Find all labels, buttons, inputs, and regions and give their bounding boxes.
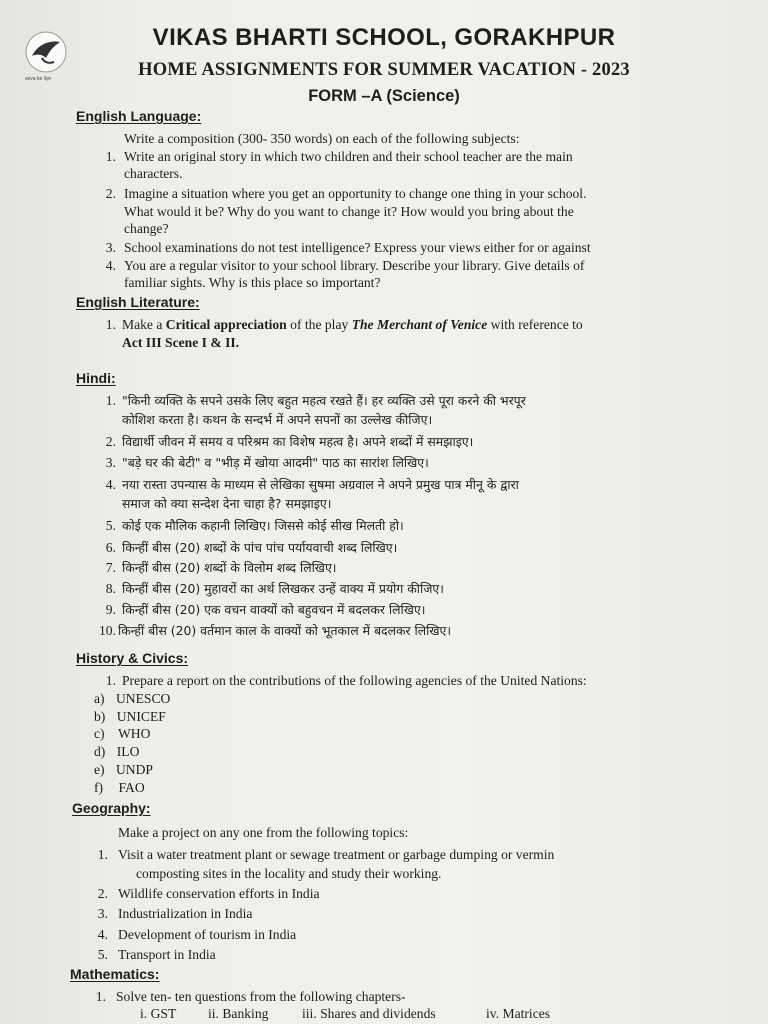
item-number: 2. — [105, 434, 116, 449]
item-text: School examinations do not test intelligence? Express your views either for or against — [124, 240, 591, 255]
geography-heading: Geography: — [72, 800, 151, 816]
item-text: किन्हीं बीस (20) एक वचन वाक्यों को बहुवचन में बदलकर लिखिए। — [122, 602, 426, 617]
item-number: 1. — [95, 989, 106, 1004]
mathematics-heading: Mathematics: — [70, 966, 160, 982]
logo-caption: seva ke liye — [25, 76, 52, 82]
item-text: Make a Critical appreciation of the play The Merchant of Venice with reference to — [122, 317, 583, 332]
item-number: 5. — [105, 518, 116, 533]
item-text: "किनी व्यक्ति के सपने उसके लिए बहुत महत्व रखते हैं। हर व्यक्ति उसे पूरा करने की भरपूर — [122, 393, 526, 408]
item-text: Write an original story in which two children and their school teacher are the main — [124, 149, 573, 164]
item-number: 10. — [99, 623, 116, 638]
history-civics-heading: History & Civics: — [76, 650, 189, 666]
item-text: Wildlife conservation efforts in India — [118, 886, 320, 901]
item-text: Development of tourism in India — [118, 927, 297, 942]
item-number: 1. — [105, 149, 116, 164]
item-number: 1. — [97, 847, 108, 862]
item-number: 4. — [105, 477, 116, 492]
item-text: Imagine a situation where you get an opportunity to change one thing in your school. — [124, 186, 587, 201]
item-text: किन्हीं बीस (20) शब्दों के विलोम शब्द लिखिए। — [122, 560, 337, 575]
chapter-item: ii. Banking — [208, 1006, 269, 1021]
english-language-intro: Write a composition (300- 350 words) on each of the following subjects: — [124, 131, 520, 146]
item-number: 8. — [105, 581, 116, 596]
item-number: 9. — [105, 602, 116, 617]
form-label: FORM –A (Science) — [308, 87, 460, 105]
item-text: Act III Scene I & II. — [122, 335, 240, 350]
item-text: समाज को क्या सन्देश देना चाहा है? समझाइए। — [122, 496, 332, 511]
item-text: characters. — [124, 166, 183, 181]
item-text: Transport in India — [118, 947, 216, 962]
item-text: familiar sights. Why is this place so important? — [124, 275, 381, 290]
agency-item: f) FAO — [94, 780, 145, 795]
chapter-item: iii. Shares and dividends — [302, 1006, 436, 1021]
item-number: 3. — [105, 240, 116, 255]
agency-item: e) UNDP — [94, 762, 153, 777]
item-text: किन्हीं बीस (20) शब्दों के पांच पांच पर्यायवाची शब्द लिखिए। — [122, 540, 398, 555]
item-text: कोई एक मौलिक कहानी लिखिए। जिससे कोई सीख मिलती हो। — [122, 518, 404, 533]
school-name: VIKAS BHARTI SCHOOL, GORAKHPUR — [152, 24, 616, 51]
item-number: 5. — [97, 947, 108, 962]
item-text: कोशिश करता है। कथन के सन्दर्भ में अपने सपनों का उल्लेख कीजिए। — [122, 412, 433, 427]
item-number: 1. — [105, 673, 116, 688]
item-text: You are a regular visitor to your school library. Describe your library. Give details of — [124, 258, 585, 273]
item-text: Solve ten- ten questions from the following chapters- — [116, 989, 406, 1004]
item-number: 6. — [105, 540, 116, 555]
agency-item: d) ILO — [94, 744, 140, 759]
item-text: change? — [124, 221, 169, 236]
item-number: 4. — [105, 258, 116, 273]
chapter-item: i. GST — [140, 1006, 177, 1021]
item-text: Prepare a report on the contributions of the following agencies of the United Nations: — [122, 673, 587, 688]
chapter-item: iv. Matrices — [486, 1006, 551, 1021]
agency-item: c) WHO — [94, 726, 151, 741]
item-text: विद्यार्थी जीवन में समय व परिश्रम का विशेष महत्व है। अपने शब्दों में समझाइए। — [122, 434, 474, 449]
item-number: 1. — [105, 317, 116, 332]
item-number: 3. — [105, 455, 116, 470]
item-text: Visit a water treatment plant or sewage treatment or garbage dumping or vermin — [118, 847, 555, 862]
item-number: 4. — [97, 927, 108, 942]
english-language-heading: English Language: — [76, 108, 202, 124]
item-number: 2. — [97, 886, 108, 901]
item-number: 3. — [97, 906, 108, 921]
item-text: Industrialization in India — [118, 906, 253, 921]
item-text: What would it be? Why do you want to change it? How would you bring about the — [124, 204, 574, 219]
english-literature-heading: English Literature: — [76, 294, 200, 310]
assignment-title: HOME ASSIGNMENTS FOR SUMMER VACATION - 2023 — [138, 60, 630, 80]
agency-item: a) UNESCO — [94, 691, 171, 706]
item-text: किन्हीं बीस (20) वर्तमान काल के वाक्यों को भूतकाल में बदलकर लिखिए। — [118, 623, 452, 638]
item-text: "बड़े घर की बेटी" व "भीड़ में खोया आदमी" पाठ का सारांश लिखिए। — [122, 455, 429, 470]
item-number: 2. — [105, 186, 116, 201]
agency-item: b) UNICEF — [94, 709, 166, 724]
item-number: 1. — [105, 393, 116, 408]
hindi-heading: Hindi: — [76, 370, 116, 386]
item-text: composting sites in the locality and study their working. — [136, 866, 442, 881]
item-number: 7. — [105, 560, 116, 575]
item-text: नया रास्ता उपन्यास के माध्यम से लेखिका सुषमा अग्रवाल ने अपने प्रमुख पात्र मीनू के द्वारा — [122, 477, 519, 492]
item-text: किन्हीं बीस (20) मुहावरों का अर्थ लिखकर उन्हें वाक्य में प्रयोग कीजिए। — [122, 581, 444, 596]
geography-intro: Make a project on any one from the following topics: — [118, 825, 409, 840]
